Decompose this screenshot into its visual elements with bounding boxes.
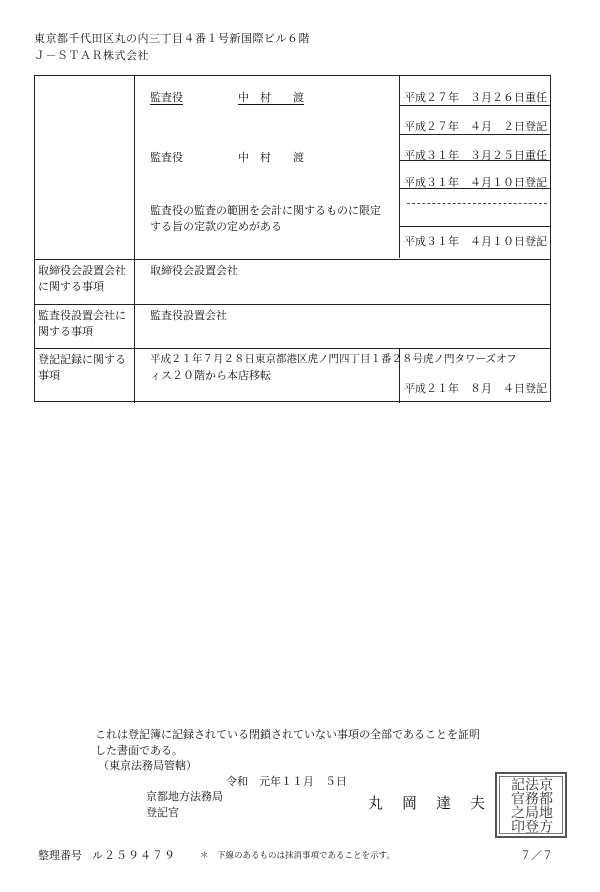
record-date: 平成２１年 ８月 ４日登記 xyxy=(404,382,547,395)
auditor-company-label: 監査役設置会社に xyxy=(38,309,126,322)
section-separator xyxy=(35,348,551,349)
date-column-divider xyxy=(399,75,400,258)
auditor-title-1: 監査役 xyxy=(150,91,183,104)
registrar-role: 登記官 xyxy=(146,806,179,819)
label-column-divider xyxy=(134,75,135,403)
certification-line: これは登記簿に記録されている閉鎖されていない事項の全部であることを証明 xyxy=(95,728,480,741)
date-separator xyxy=(399,134,551,135)
board-label: 取締役会設置会社 xyxy=(38,264,126,277)
board-label: に関する事項 xyxy=(38,280,104,293)
registrar-name: 丸 岡 達 夫 xyxy=(368,794,488,812)
audit-scope-line: 監査役の監査の範囲を会計に関するものに限定 xyxy=(150,204,381,217)
date-separator xyxy=(399,105,551,106)
number-label: 整理番号 xyxy=(38,849,82,862)
footnote: ＊ 下線のあるものは抹消事項であることを示す。 xyxy=(200,851,395,861)
company-name: Ｊ－ＳＴＡＲ株式会社 xyxy=(34,49,149,62)
registry-office: 京都地方法務局 xyxy=(146,790,223,803)
board-value: 取締役会設置会社 xyxy=(150,264,238,277)
section-separator xyxy=(35,304,551,305)
auditor-company-value: 監査役設置会社 xyxy=(150,309,227,322)
company-address: 東京都千代田区丸の内三丁目４番１号新国際ビル６階 xyxy=(34,32,310,45)
audit-scope-line: する旨の定款の定めがある xyxy=(150,220,282,233)
page-number: ７／７ xyxy=(520,849,553,862)
dashed-separator xyxy=(407,203,547,204)
jurisdiction: （東京法務局管轄） xyxy=(98,759,197,772)
auditor-company-label: 関する事項 xyxy=(38,325,93,338)
record-label: 登記記録に関する xyxy=(38,353,126,366)
auditor-date: 平成２７年 ３月２６日重任 xyxy=(404,91,547,104)
auditor-title-2: 監査役 xyxy=(150,151,183,164)
reference-number: ル２５９４７９ xyxy=(92,849,176,862)
certification-line: した書面である。 xyxy=(95,744,183,757)
auditor-date: 平成２７年 ４月 ２日登記 xyxy=(404,120,547,133)
section-separator xyxy=(35,259,551,260)
auditor-name-2: 中 村 渡 xyxy=(238,151,304,164)
record-label: 事項 xyxy=(38,369,60,382)
audit-scope-date: 平成３１年 ４月１０日登記 xyxy=(404,235,547,248)
date-separator xyxy=(399,226,551,227)
official-seal-icon xyxy=(495,772,567,838)
record-line: ィス２０階から本店移転 xyxy=(150,369,271,382)
auditor-date: 平成３１年 ４月１０日登記 xyxy=(404,176,547,189)
auditor-date: 平成３１年 ３月２５日重任 xyxy=(404,149,547,162)
certification-date: 令和 元年１１月 ５日 xyxy=(226,775,347,788)
record-line: 平成２１年７月２８日東京都港区虎ノ門四丁目１番２８号虎ノ門タワーズオフ xyxy=(150,353,517,365)
seal-text: 京都地方法務局登記官之印 xyxy=(499,776,563,834)
auditor-name-1: 中 村 渡 xyxy=(238,91,304,104)
